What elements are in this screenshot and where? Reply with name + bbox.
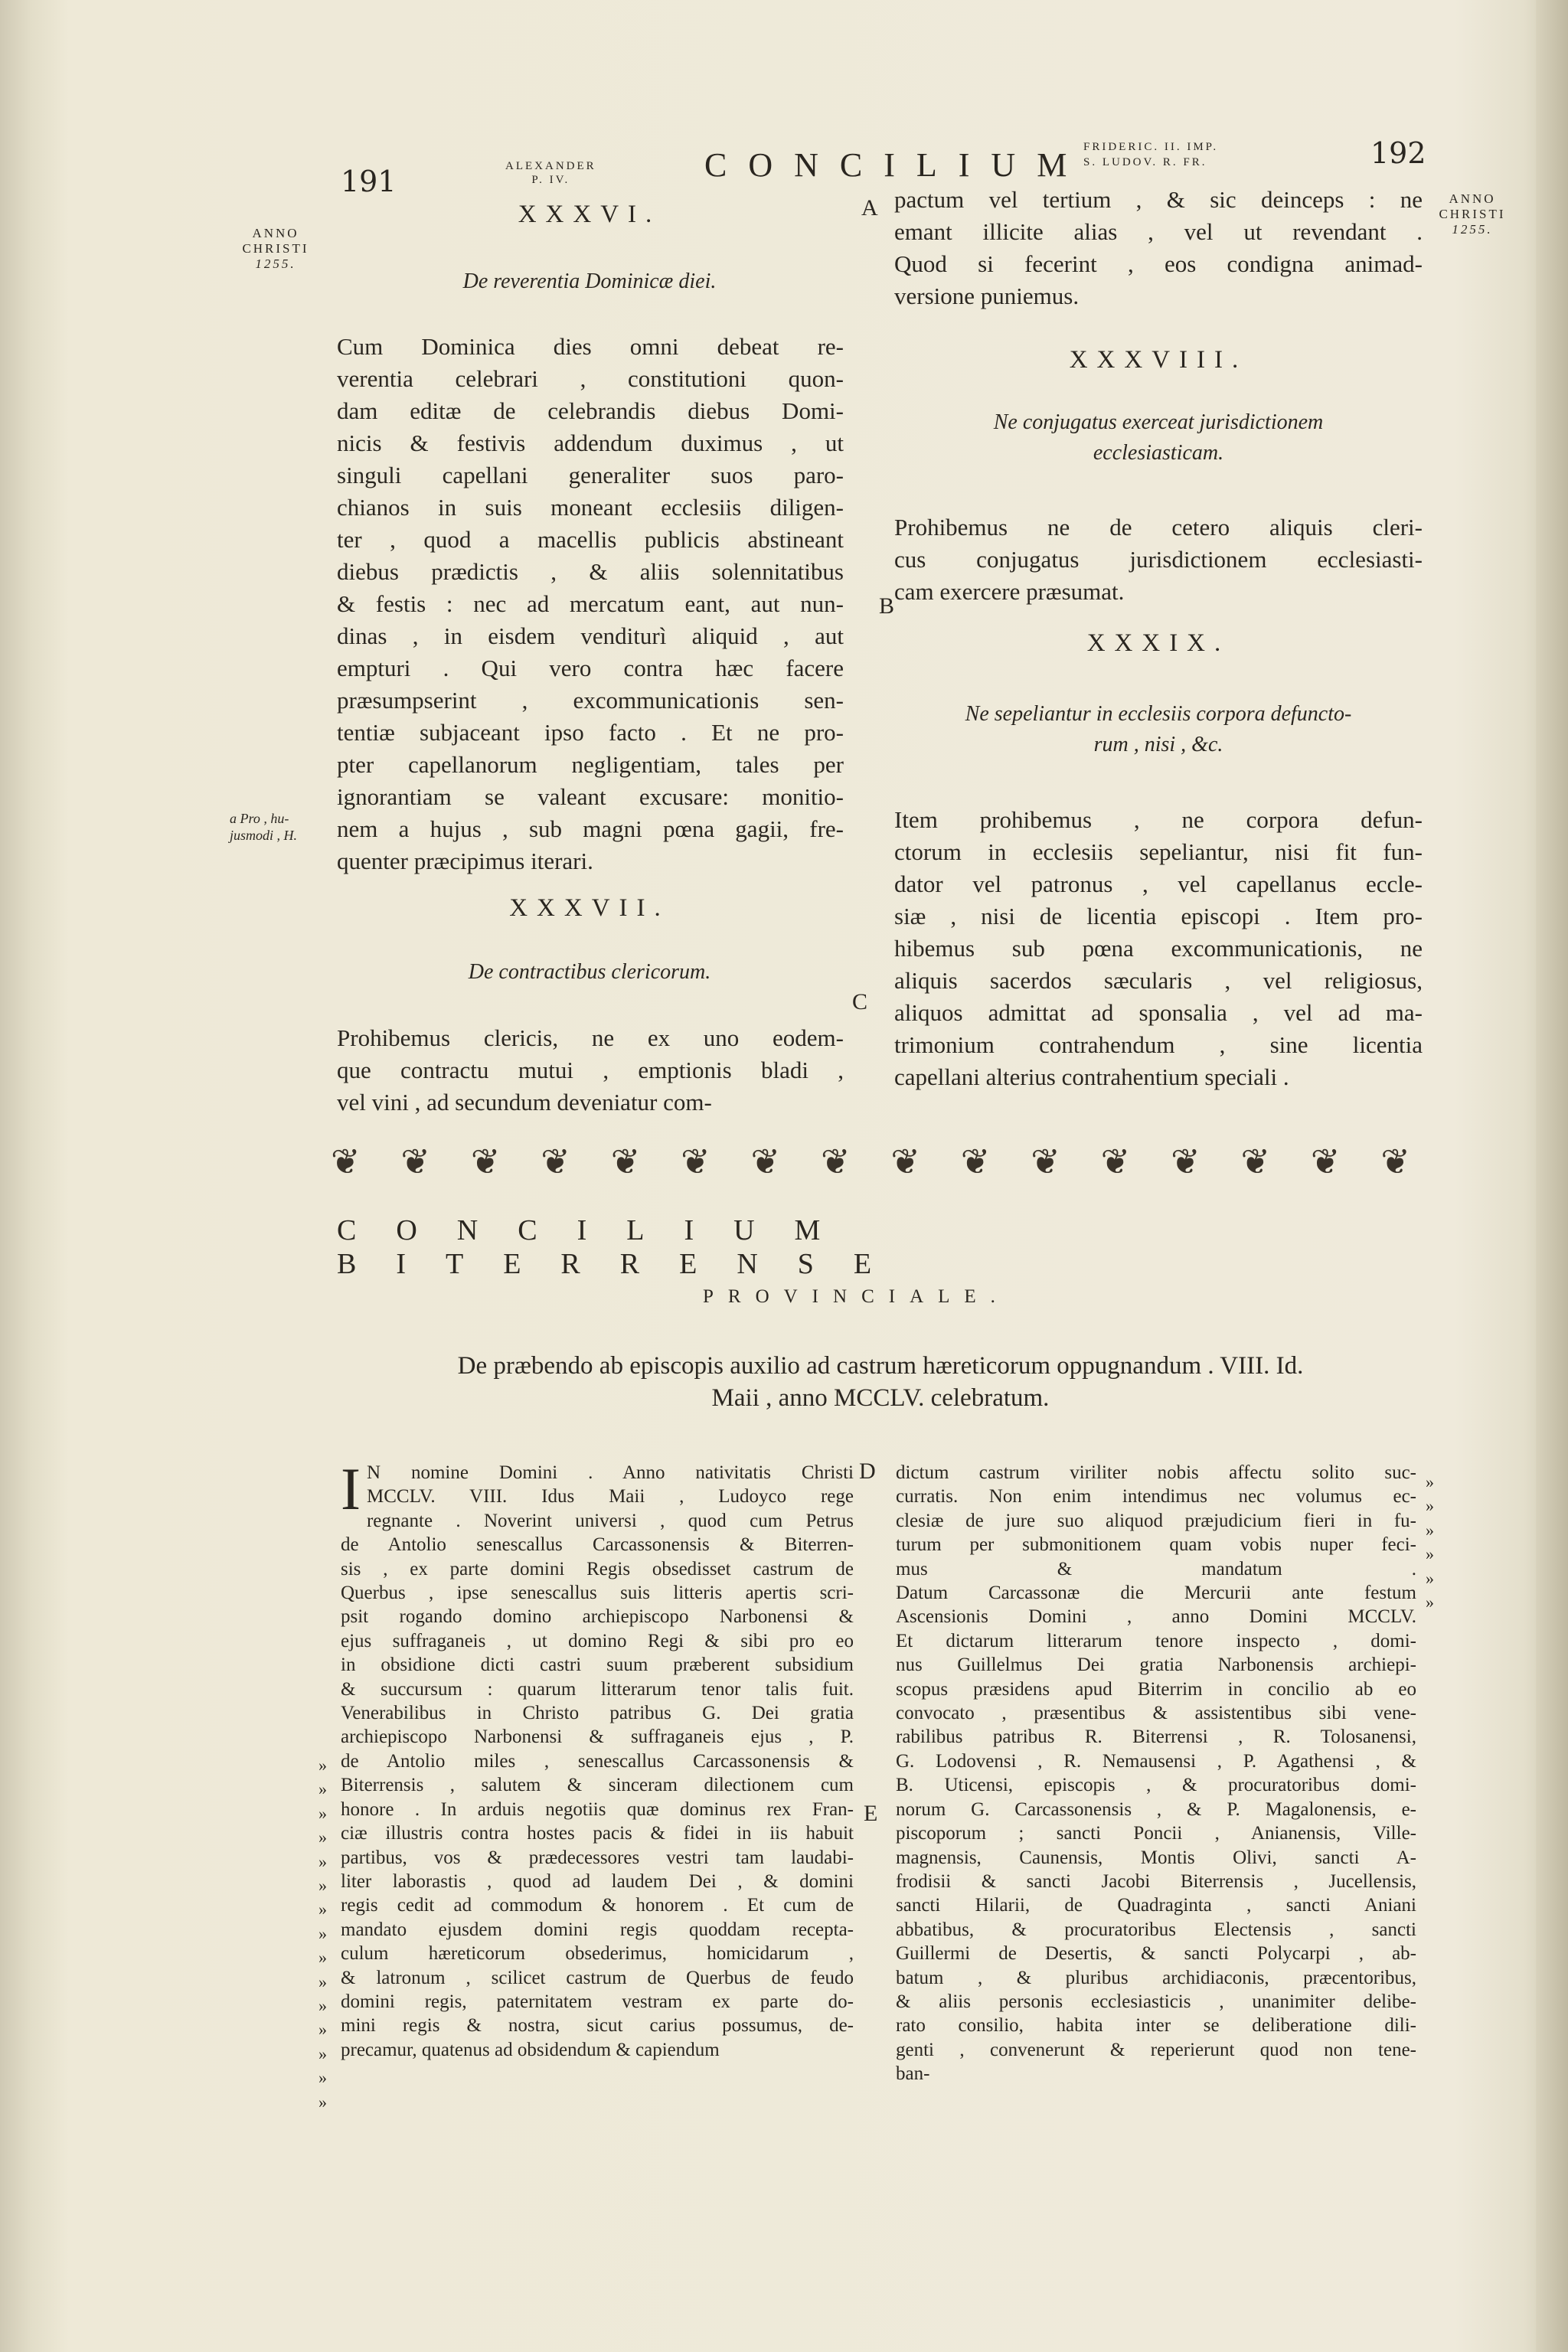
text-line: tentiæ subjaceant ipso facto . Et ne pro- (337, 719, 844, 746)
text-line: que contractu mutui , emptionis bladi , (337, 1057, 844, 1083)
quote-mark: » (1426, 1520, 1434, 1540)
quote-mark: » (318, 1923, 327, 1943)
text-line: pactum vel tertium , & sic deinceps : ne (894, 186, 1423, 213)
ornament-glyph: ❦ (400, 1141, 430, 1182)
text-line: precamur, quatenus ad obsidendum & capiendum (341, 2039, 720, 2060)
text-line: siæ , nisi de licentia episcopi . Item pro- (894, 903, 1423, 929)
text-line: sis , ex parte domini Regis obsedisset castrum de (341, 1558, 854, 1579)
section-title-line: rum , nisi , &c. (1093, 733, 1223, 756)
quote-mark: » (318, 1851, 327, 1871)
text-line: Et dictarum litterarum tenore inspecto , domi- (896, 1630, 1416, 1651)
quote-mark: » (1426, 1472, 1434, 1491)
council-text-right (896, 1461, 1416, 2086)
text-line: culum hæreticorum obsederimus, homicidarum , (341, 1943, 854, 1965)
text-line: Item prohibemus , ne corpora defun- (894, 806, 1423, 833)
quote-mark: » (318, 1900, 327, 1919)
section-37-continued (894, 184, 1423, 312)
section-38-title (894, 407, 1423, 469)
text-line: Quod si fecerint , eos condigna animad- (894, 250, 1423, 277)
margin-footnote (230, 810, 297, 844)
text-line: curratis. Non enim intendimus nec volumus ec- (896, 1486, 1416, 1508)
text-line: nicis & festivis addendum duximus , ut (337, 430, 844, 456)
text-line: Ascensionis Domini , anno Domini MCCLV. (896, 1606, 1416, 1628)
text-line: regis cedit ad commodum & honorem . Et cum de (341, 1895, 854, 1916)
ornament-glyph: ❦ (1380, 1141, 1410, 1182)
text-line: & festis : nec ad mercatum eant, aut nun- (337, 590, 844, 617)
text-line: Querbus , ipse senescallus suis litteris apertis scri- (341, 1583, 854, 1604)
ornament-glyph: ❦ (1310, 1141, 1341, 1182)
ornament-glyph: ❦ (960, 1141, 991, 1182)
text-line: ter , quod a macellis publicis abstineant (337, 526, 844, 553)
text-line: & latronum , scilicet castrum de Querbus de feudo (341, 1967, 854, 1988)
section-37-title: De contractibus clericorum. (468, 960, 711, 984)
text-line: genti , convenerunt & reperierunt quod non tene- (896, 2039, 1416, 2060)
text-line: Prohibemus clericis, ne ex uno eodem- (337, 1024, 844, 1051)
text-line: singuli capellani generaliter suos paro- (337, 462, 844, 488)
council-description-line: Maii , anno MCCLV. celebratum. (711, 1384, 1050, 1412)
text-line: partibus, vos & prædecessores vestri tam laudabi- (341, 1847, 854, 1868)
text-line: nus Guillelmus Dei gratia Narbonensis archiepi- (896, 1655, 1416, 1676)
text-line: piscoporum ; sancti Poncii , Anianensis, Ville- (896, 1823, 1416, 1844)
text-line: mini regis & nostra, sicut carius possumus, de- (341, 2015, 854, 2037)
section-38-number: XXXVIII. (1069, 346, 1248, 374)
text-line: & succursum : quarum litterarum tenor talis fuit. (341, 1678, 854, 1700)
quote-mark: » (318, 2043, 327, 2063)
text-line: archiepiscopo Narbonensi & suffraganeis ejus , P. (341, 1726, 854, 1748)
margin-year-left (230, 226, 322, 272)
text-line: de Antolio miles , senescallus Carcassonensis & (341, 1750, 854, 1772)
text-line: empturi . Qui vero contra hæc facere (337, 655, 844, 681)
text-line: nem a hujus , sub magni pœna gagii, fre- (337, 815, 844, 842)
text-line: liter laborastis , quod ad laudem Dei , & domini (341, 1870, 854, 1892)
margin-footnote-line: jusmodi , H. (230, 828, 298, 843)
text-line: honore . In arduis negotiis quæ dominus rex Fran- (341, 1798, 854, 1820)
ornament-glyph: ❦ (1171, 1141, 1200, 1182)
page-number-left: 191 (341, 165, 397, 198)
quote-mark: » (318, 1828, 327, 1847)
text-line: sancti Hilarii, de Quadraginta , sancti Aniani (896, 1895, 1416, 1916)
quote-mark: » (318, 1996, 327, 2016)
margin-year-line: ANNO (1449, 191, 1496, 206)
quote-mark: » (318, 1756, 327, 1775)
section-letter-d: D (859, 1459, 876, 1484)
text-line: versione puniemus. (894, 283, 1080, 309)
text-line: psit rogando domino archiepiscopo Narbonensi & (341, 1606, 854, 1628)
text-line: quenter præcipimus iterari. (337, 848, 593, 874)
quote-mark: » (318, 1803, 327, 1823)
section-36-number: XXXVI. (518, 201, 662, 228)
running-head-right-line: S. LUDOV. R. FR. (1083, 156, 1207, 168)
text-line: dator vel patronus , vel capellanus eccle- (894, 871, 1423, 897)
ornament-glyph: ❦ (1031, 1141, 1060, 1182)
text-line: N nomine Domini . Anno nativitatis Christi (366, 1462, 854, 1483)
ornament-glyph: ❦ (681, 1141, 710, 1182)
text-line: abbatibus, & procuratoribus Electensis , sancti (896, 1919, 1416, 1940)
quote-marks-left (318, 1753, 334, 2114)
text-line: MCCLV. VIII. Idus Maii , Ludoyco rege (366, 1486, 854, 1508)
quote-mark: » (318, 1876, 327, 1896)
section-37-number: XXXVII. (509, 894, 670, 922)
margin-footnote-line: a Pro , hu- (230, 811, 289, 826)
section-title-line: ecclesiasticam. (1093, 441, 1224, 465)
text-line: dam editæ de celebrandis diebus Domi- (337, 397, 844, 424)
council-text-left (341, 1455, 854, 2062)
quote-mark: » (318, 1779, 327, 1799)
ornament-glyph: ❦ (890, 1141, 920, 1182)
ornament-glyph: ❦ (750, 1141, 781, 1182)
quote-mark: » (318, 1948, 327, 1968)
text-line: scopus præsidens apud Biterrim in concilio ab eo (896, 1678, 1416, 1700)
text-line: Cum Dominica dies omni debeat re- (337, 333, 844, 360)
text-line: vel vini , ad secundum deveniatur com- (337, 1089, 712, 1116)
text-line: dictum castrum viriliter nobis affectu solito suc- (896, 1462, 1416, 1483)
margin-year-line: 1255. (255, 256, 296, 271)
text-line: dinas , in eisdem venditurì aliquid , aut (337, 622, 844, 649)
text-line: batum , & pluribus archidiaconis, præcentoribus, (896, 1967, 1416, 1988)
text-line: frodisii & sancti Jacobi Biterrensis , Jucellensis, (896, 1870, 1416, 1892)
ornament-glyph: ❦ (1240, 1141, 1271, 1182)
text-line: trimonium contrahendum , sine licentia (894, 1031, 1423, 1058)
ornament-glyph: ❦ (470, 1141, 501, 1182)
council-description (333, 1350, 1428, 1414)
section-letter-e: E (864, 1801, 878, 1826)
section-38-body (894, 511, 1423, 608)
council-description-line: De præbendo ab episcopis auxilio ad castrum hæreticorum oppugnandum . VIII. Id. (457, 1352, 1304, 1380)
text-line: aliquis sacerdos sæcularis , vel religiosus, (894, 967, 1423, 994)
running-head-title: CONCILIUM (704, 146, 1089, 184)
section-title-line: Ne conjugatus exerceat jurisdictionem (993, 410, 1324, 434)
text-line: G. Lodovensi , R. Nemausensi , P. Agathensi , & (896, 1750, 1416, 1772)
text-line: mus & mandatum . (896, 1558, 1416, 1579)
text-line: magnensis, Caunensis, Montis Olivi, sancti A- (896, 1847, 1416, 1868)
text-line: ejus suffraganeis , ut domino Regi & sibi pro eo (341, 1630, 854, 1651)
quote-marks-right (1426, 1470, 1441, 1614)
section-39-number: XXXIX. (1086, 629, 1230, 657)
section-39-title (894, 699, 1423, 760)
text-line: Biterrensis , salutem & sinceram dilectionem cum (341, 1775, 854, 1796)
text-line: & aliis personis ecclesiasticis , unanimiter delibe- (896, 1991, 1416, 2012)
text-line: in obsidione dicti castri suum præberent subsidium (341, 1655, 854, 1676)
text-line: verentia celebrari , constitutioni quon- (337, 365, 844, 392)
text-line: chianos in suis moneant ecclesiis diligen- (337, 494, 844, 521)
council-title: CONCILIUM BITERRENSE (337, 1214, 912, 1280)
section-36-title: De reverentia Dominicæ diei. (462, 270, 717, 293)
text-line: ignorantiam se valeant excusare: monitio- (337, 783, 844, 810)
text-line: ciæ illustris contra hostes pacis & fidei in iis habuit (341, 1823, 854, 1844)
ornament-glyph: ❦ (541, 1141, 570, 1182)
text-line: Prohibemus ne de cetero aliquis cleri- (894, 514, 1423, 541)
book-gutter (1536, 0, 1568, 2352)
text-line: Guillermi de Desertis, & sancti Polycarpi , ab- (896, 1943, 1416, 1965)
margin-year-line: ANNO (252, 226, 299, 240)
quote-mark: » (318, 1971, 327, 1991)
text-line: cam exercere præsumat. (894, 578, 1125, 605)
text-line: cus conjugatus jurisdictionem ecclesiasti- (894, 546, 1423, 573)
drop-cap: I (341, 1455, 361, 1522)
text-line: domini regis, paternitatem vestram ex parte do- (341, 1991, 854, 2012)
text-line: clesiæ de jure suo aliquod præjudicium fieri in fu- (896, 1510, 1416, 1531)
section-letter-b: B (879, 593, 895, 619)
text-line: Venerabilibus in Christo patribus G. Dei gratia (341, 1703, 854, 1724)
section-letter-a: A (861, 195, 878, 220)
quote-mark: » (1426, 1592, 1434, 1612)
section-39-body (894, 804, 1423, 1093)
running-head-right (1083, 139, 1218, 170)
text-line: diebus prædictis , & aliis solennitatibus (337, 558, 844, 585)
quote-mark: » (1426, 1544, 1434, 1564)
text-line: convocato , præsentibus & assistentibus sibi vene- (896, 1703, 1416, 1724)
text-line: B. Uticensi, episcopis , & procuratoribus domi- (896, 1775, 1416, 1796)
text-line: Datum Carcassonæ die Mercurii ante festum (896, 1583, 1416, 1604)
section-letter-c: C (852, 989, 868, 1014)
text-line: aliquos admittat ad sponsalia , vel ad ma- (894, 999, 1423, 1026)
text-line: emant illicite alias , vel ut revendant . (894, 218, 1423, 245)
margin-year-line: 1255. (1452, 222, 1493, 237)
ornament-glyph: ❦ (1100, 1141, 1131, 1182)
text-line: mandato ejusdem domini regis quoddam recepta- (341, 1919, 854, 1940)
margin-year-line: CHRISTI (1439, 207, 1506, 221)
section-36-body (337, 331, 844, 877)
margin-year-right (1430, 191, 1514, 237)
running-head-left-line: P. IV. (531, 174, 570, 186)
quote-mark: » (318, 2092, 327, 2112)
quote-mark: » (1426, 1496, 1434, 1516)
text-line: præsumpserint , excommunicationis sen- (337, 687, 844, 714)
quote-mark: » (318, 2068, 327, 2088)
text-line: turum per submonitionem quam vobis nuper feci- (896, 1534, 1416, 1556)
text-line: de Antolio senescallus Carcassonensis & Biterren- (341, 1534, 854, 1556)
margin-year-line: CHRISTI (242, 241, 309, 256)
section-title-line: Ne sepeliantur in ecclesiis corpora defuncto- (965, 702, 1352, 726)
text-line: rato consilio, habita inter se deliberatione dili- (896, 2015, 1416, 2037)
council-subtitle: PROVINCIALE. (703, 1286, 1010, 1307)
text-line: norum G. Carcassonensis , & P. Magalonensis, e- (896, 1798, 1416, 1820)
ornament-glyph: ❦ (820, 1141, 851, 1182)
ornament-glyph: ❦ (610, 1141, 641, 1182)
text-line: regnante . Noverint universi , quod cum Petrus (366, 1510, 854, 1531)
ornament-glyph: ❦ (331, 1141, 361, 1182)
quote-mark: » (1426, 1568, 1434, 1588)
ornament-row (331, 1141, 1410, 1182)
text-line: capellani alterius contrahentium speciali . (894, 1063, 1289, 1090)
running-head-left-line: ALEXANDER (505, 160, 596, 172)
text-line: rabilibus patribus R. Biterrensi , R. Tolosanensi, (896, 1726, 1416, 1748)
text-line: ban- (896, 2063, 930, 2085)
quote-mark: » (318, 2020, 327, 2040)
running-head-left (505, 159, 596, 187)
text-line: hibemus sub pœna excommunicationis, ne (894, 935, 1423, 962)
section-37-body (337, 1022, 844, 1119)
text-line: ctorum in ecclesiis sepeliantur, nisi fit fun- (894, 838, 1423, 865)
page-number-right: 192 (1370, 136, 1426, 170)
text-line: pter capellanorum negligentiam, tales per (337, 751, 844, 778)
running-head-right-line: FRIDERIC. II. IMP. (1083, 141, 1219, 153)
